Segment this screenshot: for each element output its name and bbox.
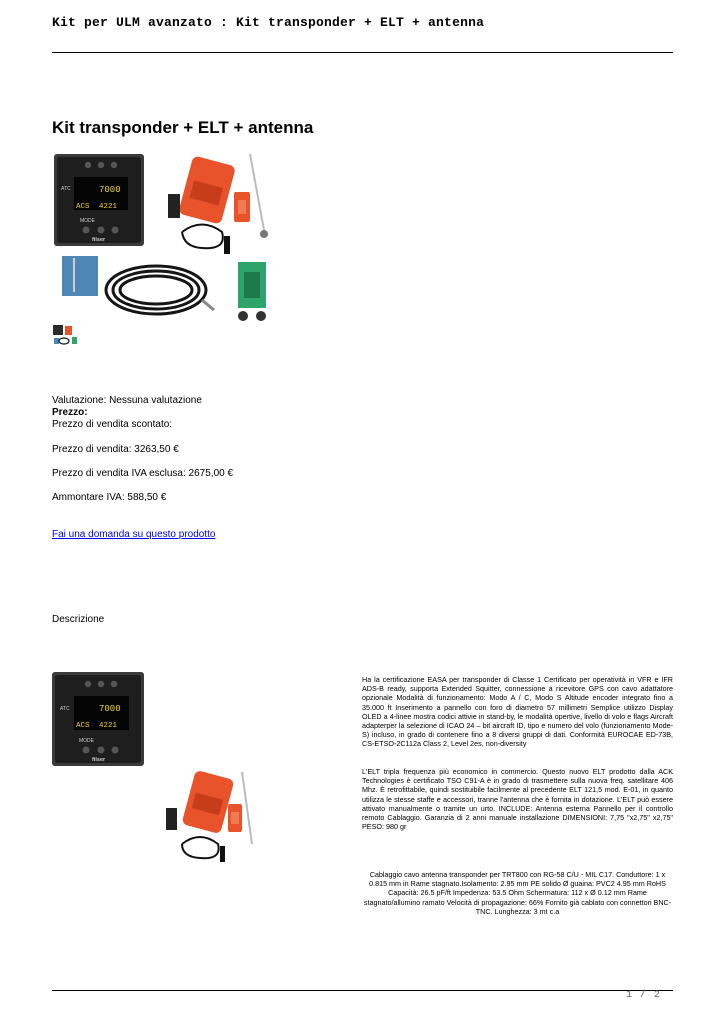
svg-text:ACS: ACS	[76, 722, 90, 730]
sale-price: Prezzo di vendita: 3263,50 €	[52, 444, 179, 455]
svg-text:MODE: MODE	[80, 218, 95, 224]
svg-text:4221: 4221	[99, 722, 118, 730]
rating-text: Valutazione: Nessuna valutazione	[52, 395, 202, 406]
svg-text:ATC: ATC	[60, 706, 70, 712]
svg-text:7000: 7000	[99, 704, 121, 714]
elt-unit	[168, 154, 268, 254]
vat-amount: Ammontare IVA: 588,50 €	[52, 492, 167, 503]
antenna-and-cable	[62, 256, 214, 314]
description-paragraph-cable: Cablaggio cavo antenna transponder per TRT800 con RG-58 C/U - MIL C17. Conduttore: 1 x 0.815 mm in Rame stagnato.Isolamento: 2.95 mm PE solido Ø guaina: PVC2 4.95 mm RoHS Capacità: 26.5 pF/ft Impedenza: 53.5 Ohm Schermatura: 112 x Ø 0.12 mm Rame stagnato/allumino ramato Velocità di propagazione: 66% Fornito già cablato con connettori BNC-TNC. Lunghezza: 3 mt c.a	[363, 870, 672, 916]
product-title: Kit transponder + ELT + antenna	[52, 118, 314, 137]
description-paragraph-elt: L'ELT tripla frequenza più economico in commercio. Questo nuovo ELT prodotto dalla ACK Technologies è certificato TSO C91-A è in grado di trasmettere sulla nuova freq. satellitare 406 Mhz. È retrofittabile, quindi sostituibile facilmente al precedente ELT 121,5 mod. E-01, in quanto utilizza le stesse staffe e accessori, tranne l'antenna che è fornita in dotazione. L'ELT può essere attivato manualmente o tramite un urto. INCLUDE: Antenna esterna Pannello per il controllo remoto Cablaggio. Garanzia di 2 anni manuale installazione DIMENSIONI: 7,75 "x2,75" x2,75" PESO: 980 gr	[362, 767, 673, 832]
svg-text:ATC: ATC	[61, 186, 71, 192]
product-main-image[interactable]	[52, 152, 278, 324]
svg-text:7000: 7000	[99, 185, 121, 195]
net-price: Prezzo di vendita IVA esclusa: 2675,00 €	[52, 468, 234, 479]
elt-remote-panel	[238, 262, 266, 321]
description-image-transponder	[52, 672, 144, 766]
ask-question-link[interactable]: Fai una domanda su questo prodotto	[52, 529, 216, 540]
header-divider	[52, 52, 673, 53]
description-image-elt	[160, 768, 255, 866]
svg-text:MODE: MODE	[79, 738, 94, 744]
discount-price-label: Prezzo di vendita scontato:	[52, 419, 173, 430]
price-heading: Prezzo:	[52, 407, 88, 418]
footer-divider	[52, 990, 673, 991]
svg-text:ACS: ACS	[76, 203, 90, 211]
page-number: 1 / 2	[626, 990, 662, 1001]
transponder-unit	[54, 154, 144, 246]
svg-text:filser: filser	[92, 237, 106, 243]
description-heading: Descrizione	[52, 614, 105, 625]
product-thumbnail[interactable]	[52, 324, 78, 346]
svg-text:filser: filser	[92, 757, 106, 763]
document-header-title: Kit per ULM avanzato : Kit transponder + ELT + antenna	[52, 15, 485, 30]
svg-text:4221: 4221	[99, 203, 118, 211]
description-paragraph-transponder: Ha la certificazione EASA per transponder di Classe 1 Certificato per operatività in VFR e IFR ADS-B ready, supporta Extended Squitter, connessione a ricevitore GPS con cavo adattatore opzionale Modalità di funzionamento: Modo A / C, Modo S Altitude encoder integrato fino a 35.000 ft Inserimento a pannello con foro di diametro 57 millimetri Semplice utilizzo Display OLED a 4-linee mostra codici attivie in stand-by, le modalità opertive, livello di volo e flags Aircraft adapterper la selezione di ICAO 24 – bit aircraft ID, tipo e numero del volo (funzionamento Mode-S) incluso, in grado di contenere fino a 8 diversi gruppi di dati. Conformità EUROCAE ED-73B, CS-ETSO-2C112a Class 2, Level 2es, non-diversity	[362, 675, 673, 749]
